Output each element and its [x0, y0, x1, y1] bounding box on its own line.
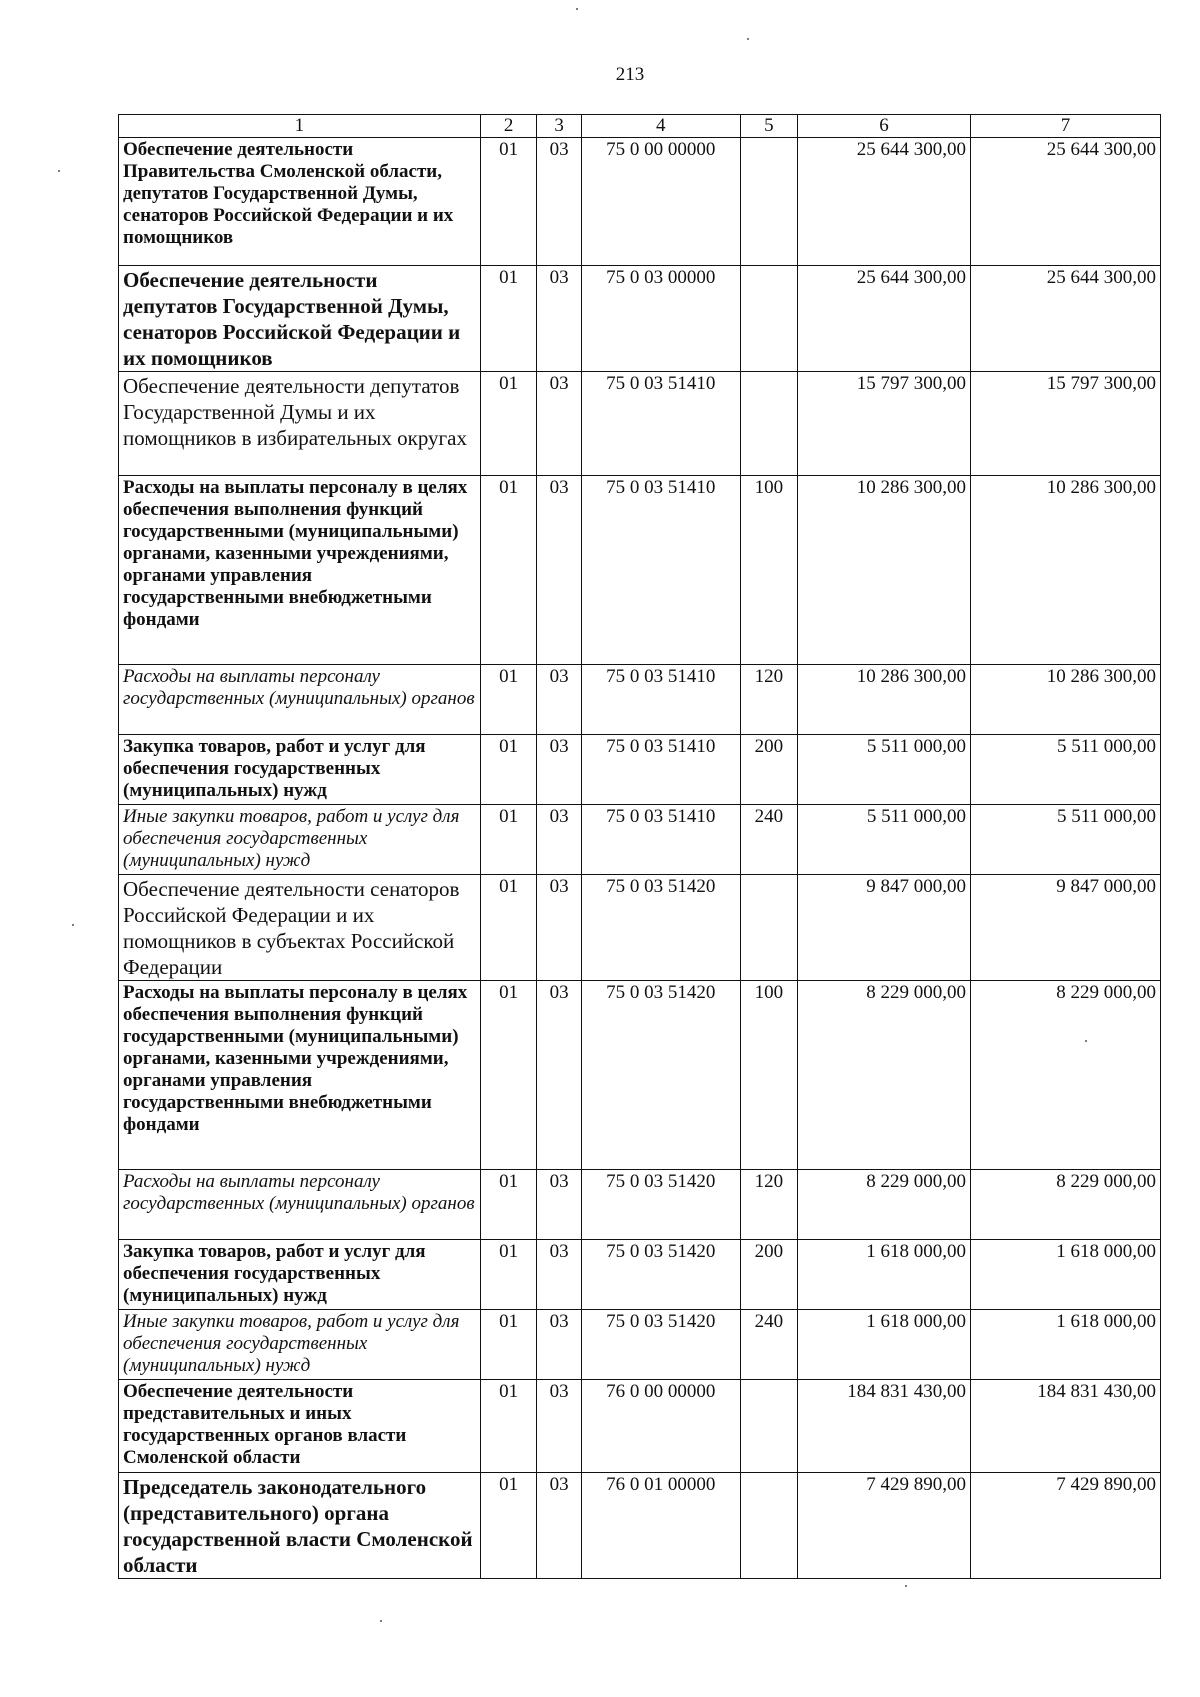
- expense-type-cell: 100: [740, 476, 798, 665]
- table-row: [119, 1473, 1161, 1579]
- expense-type-cell: [740, 372, 798, 476]
- expense-type-cell: 240: [740, 1310, 798, 1380]
- table-row: [119, 476, 1161, 665]
- column-header: 7: [970, 115, 1160, 138]
- row-name-cell: Закупка товаров, работ и услуг для обеспечения государственных (муниципальных) нужд: [119, 1240, 481, 1310]
- table-row: [119, 138, 1161, 266]
- subsection-code-cell: 03: [537, 1170, 581, 1240]
- section-code-cell: 01: [480, 138, 537, 266]
- section-code-cell: 01: [480, 735, 537, 805]
- expense-type-cell: [740, 1473, 798, 1579]
- target-article-cell: 75 0 03 51410: [581, 735, 740, 805]
- expense-type-cell: [740, 138, 798, 266]
- amount-cell: 8 229 000,00: [970, 981, 1160, 1170]
- row-name-cell: Обеспечение деятельности Правительства Смоленской области, депутатов Государственной Думы, сенаторов Российской Федерации и их помощников: [119, 138, 481, 266]
- row-name-cell: Обеспечение деятельности сенаторов Российской Федерации и их помощников в субъектах Российской Федерации: [119, 875, 481, 981]
- target-article-cell: 76 0 01 00000: [581, 1473, 740, 1579]
- amount-cell: 1 618 000,00: [970, 1240, 1160, 1310]
- scan-speck: [380, 1620, 382, 1622]
- expense-type-cell: 100: [740, 981, 798, 1170]
- subsection-code-cell: 03: [537, 805, 581, 875]
- subsection-code-cell: 03: [537, 1380, 581, 1473]
- subsection-code-cell: 03: [537, 875, 581, 981]
- amount-cell: 9 847 000,00: [970, 875, 1160, 981]
- column-header: 2: [480, 115, 537, 138]
- amount-cell: 7 429 890,00: [798, 1473, 971, 1579]
- row-name-cell: Закупка товаров, работ и услуг для обеспечения государственных (муниципальных) нужд: [119, 735, 481, 805]
- table-row: [119, 1380, 1161, 1473]
- amount-cell: 25 644 300,00: [970, 266, 1160, 372]
- section-code-cell: 01: [480, 1170, 537, 1240]
- expense-type-cell: 200: [740, 735, 798, 805]
- expense-type-cell: 200: [740, 1240, 798, 1310]
- target-article-cell: 75 0 03 51410: [581, 372, 740, 476]
- table-row: [119, 981, 1161, 1170]
- subsection-code-cell: 03: [537, 266, 581, 372]
- scan-speck: [1085, 1040, 1087, 1042]
- subsection-code-cell: 03: [537, 1473, 581, 1579]
- column-header: 4: [581, 115, 740, 138]
- target-article-cell: 76 0 00 00000: [581, 1380, 740, 1473]
- row-name-cell: Обеспечение деятельности представительных и иных государственных органов власти Смоленской области: [119, 1380, 481, 1473]
- amount-cell: 8 229 000,00: [970, 1170, 1160, 1240]
- table-row: [119, 805, 1161, 875]
- row-name-cell: Расходы на выплаты персоналу в целях обеспечения выполнения функций государственными (муниципальными) органами, казенными учреждениями, органами управления государственными внебюджетными фондами: [119, 981, 481, 1170]
- amount-cell: 7 429 890,00: [970, 1473, 1160, 1579]
- budget-table: [118, 114, 1161, 1579]
- row-name-cell: Расходы на выплаты персоналу государственных (муниципальных) органов: [119, 665, 481, 735]
- amount-cell: 10 286 300,00: [798, 665, 971, 735]
- scan-speck: [747, 38, 749, 40]
- subsection-code-cell: 03: [537, 981, 581, 1170]
- expense-type-cell: 120: [740, 665, 798, 735]
- amount-cell: 1 618 000,00: [798, 1310, 971, 1380]
- table-row: [119, 735, 1161, 805]
- section-code-cell: 01: [480, 266, 537, 372]
- table-row: [119, 1310, 1161, 1380]
- table-row: [119, 1240, 1161, 1310]
- scan-speck: [905, 1585, 907, 1587]
- row-name-cell: Расходы на выплаты персоналу государственных (муниципальных) органов: [119, 1170, 481, 1240]
- section-code-cell: 01: [480, 1473, 537, 1579]
- subsection-code-cell: 03: [537, 372, 581, 476]
- table-row: [119, 372, 1161, 476]
- expense-type-cell: [740, 1380, 798, 1473]
- amount-cell: 5 511 000,00: [798, 735, 971, 805]
- amount-cell: 10 286 300,00: [970, 476, 1160, 665]
- target-article-cell: 75 0 03 00000: [581, 266, 740, 372]
- subsection-code-cell: 03: [537, 1240, 581, 1310]
- amount-cell: 5 511 000,00: [970, 735, 1160, 805]
- expense-type-cell: [740, 875, 798, 981]
- table-row: [119, 1170, 1161, 1240]
- column-header: 5: [740, 115, 798, 138]
- expense-type-cell: 120: [740, 1170, 798, 1240]
- expense-type-cell: 240: [740, 805, 798, 875]
- column-header: 1: [119, 115, 481, 138]
- subsection-code-cell: 03: [537, 665, 581, 735]
- amount-cell: 15 797 300,00: [970, 372, 1160, 476]
- amount-cell: 10 286 300,00: [970, 665, 1160, 735]
- target-article-cell: 75 0 03 51410: [581, 665, 740, 735]
- row-name-cell: Председатель законодательного (представительного) органа государственной власти Смоленской области: [119, 1473, 481, 1579]
- subsection-code-cell: 03: [537, 735, 581, 805]
- amount-cell: 10 286 300,00: [798, 476, 971, 665]
- amount-cell: 25 644 300,00: [970, 138, 1160, 266]
- section-code-cell: 01: [480, 665, 537, 735]
- target-article-cell: 75 0 00 00000: [581, 138, 740, 266]
- amount-cell: 25 644 300,00: [798, 138, 971, 266]
- amount-cell: 25 644 300,00: [798, 266, 971, 372]
- scan-speck: [576, 8, 578, 10]
- subsection-code-cell: 03: [537, 138, 581, 266]
- target-article-cell: 75 0 03 51410: [581, 476, 740, 665]
- row-name-cell: Иные закупки товаров, работ и услуг для обеспечения государственных (муниципальных) нужд: [119, 1310, 481, 1380]
- section-code-cell: 01: [480, 1240, 537, 1310]
- row-name-cell: Иные закупки товаров, работ и услуг для обеспечения государственных (муниципальных) нужд: [119, 805, 481, 875]
- section-code-cell: 01: [480, 981, 537, 1170]
- subsection-code-cell: 03: [537, 1310, 581, 1380]
- target-article-cell: 75 0 03 51420: [581, 1170, 740, 1240]
- target-article-cell: 75 0 03 51420: [581, 1310, 740, 1380]
- target-article-cell: 75 0 03 51420: [581, 875, 740, 981]
- target-article-cell: 75 0 03 51420: [581, 1240, 740, 1310]
- section-code-cell: 01: [480, 805, 537, 875]
- page-number: 213: [615, 64, 645, 85]
- amount-cell: 1 618 000,00: [798, 1240, 971, 1310]
- table-body: [119, 138, 1161, 1579]
- row-name-cell: Обеспечение деятельности депутатов Государственной Думы и их помощников в избирательных округах: [119, 372, 481, 476]
- amount-cell: 8 229 000,00: [798, 981, 971, 1170]
- amount-cell: 9 847 000,00: [798, 875, 971, 981]
- section-code-cell: 01: [480, 875, 537, 981]
- scan-speck: [72, 924, 74, 926]
- subsection-code-cell: 03: [537, 476, 581, 665]
- amount-cell: 1 618 000,00: [970, 1310, 1160, 1380]
- table-row: [119, 266, 1161, 372]
- amount-cell: 5 511 000,00: [970, 805, 1160, 875]
- row-name-cell: Расходы на выплаты персоналу в целях обеспечения выполнения функций государственными (муниципальными) органами, казенными учреждениями, органами управления государственными внебюджетными фондами: [119, 476, 481, 665]
- target-article-cell: 75 0 03 51410: [581, 805, 740, 875]
- section-code-cell: 01: [480, 476, 537, 665]
- column-header: 6: [798, 115, 971, 138]
- expense-type-cell: [740, 266, 798, 372]
- target-article-cell: 75 0 03 51420: [581, 981, 740, 1170]
- row-name-cell: Обеспечение деятельности депутатов Государственной Думы, сенаторов Российской Федерации и их помощников: [119, 266, 481, 372]
- amount-cell: 15 797 300,00: [798, 372, 971, 476]
- table-row: [119, 875, 1161, 981]
- table-row: [119, 665, 1161, 735]
- amount-cell: 184 831 430,00: [970, 1380, 1160, 1473]
- section-code-cell: 01: [480, 1380, 537, 1473]
- column-header: 3: [537, 115, 581, 138]
- section-code-cell: 01: [480, 372, 537, 476]
- scan-speck: [58, 170, 60, 172]
- amount-cell: 8 229 000,00: [798, 1170, 971, 1240]
- amount-cell: 184 831 430,00: [798, 1380, 971, 1473]
- section-code-cell: 01: [480, 1310, 537, 1380]
- amount-cell: 5 511 000,00: [798, 805, 971, 875]
- header-row: [119, 115, 1161, 138]
